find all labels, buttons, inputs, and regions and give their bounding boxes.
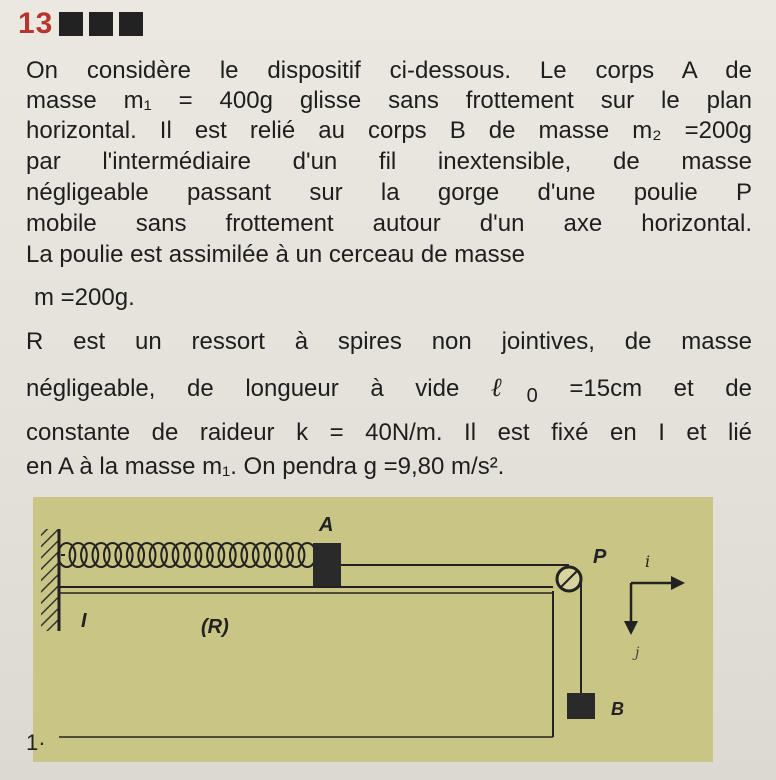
text-line-1: On considère le dispositif ci-dessous. Le corps A de — [26, 57, 752, 84]
length-symbol — [490, 373, 538, 407]
exercise-header — [18, 4, 143, 44]
label-unit-i: i — [645, 552, 651, 571]
device-figure — [33, 497, 713, 762]
text-line-10-end: =15cm et de — [569, 375, 752, 402]
text-line-10-start: négligeable, de longueur à vide — [26, 375, 460, 402]
text-line-6: mobile sans frottement autour d'un axe horizontal. — [26, 210, 752, 237]
label-i-point: I — [81, 610, 87, 632]
text-line-5: négligeable passant sur la gorge d'une poulie P — [26, 179, 752, 206]
block-a — [313, 543, 341, 587]
question-number: 1· — [26, 730, 46, 755]
ell-subscript: 0 — [526, 384, 538, 407]
difficulty-square-icon — [89, 12, 113, 36]
text-line-8: m =200g. — [34, 284, 135, 311]
label-a: A — [319, 514, 334, 536]
text-line-4: par l'intermédiaire d'un fil inextensible, de masse — [26, 148, 752, 175]
wall-hatching — [41, 529, 59, 631]
text-line-10 — [26, 373, 752, 411]
difficulty-square-icon — [59, 12, 83, 36]
difficulty-square-icon — [119, 12, 143, 36]
text-line-2: masse m₁ = 400g glisse sans frottement sur le plan — [26, 87, 752, 114]
exercise-number: 13 — [18, 7, 54, 40]
text-line-9: R est un ressort à spires non jointives, de masse — [26, 328, 752, 355]
text-line-12: en A à la masse m₁. On pendra g =9,80 m/s². — [26, 453, 505, 480]
figure-background — [33, 497, 713, 762]
ell-symbol: ℓ — [490, 373, 527, 403]
text-line-3: horizontal. Il est relié au corps B de masse m₂ =200g — [26, 117, 752, 144]
text-line-7: La poulie est assimilée à un cerceau de masse — [26, 241, 525, 268]
block-b — [567, 693, 595, 719]
label-unit-j: j — [635, 645, 640, 661]
label-r: (R) — [201, 616, 229, 638]
text-line-11: constante de raideur k = 40N/m. Il est fixé en I et lié — [26, 419, 752, 446]
label-p: P — [593, 546, 607, 568]
label-b: B — [611, 699, 624, 719]
